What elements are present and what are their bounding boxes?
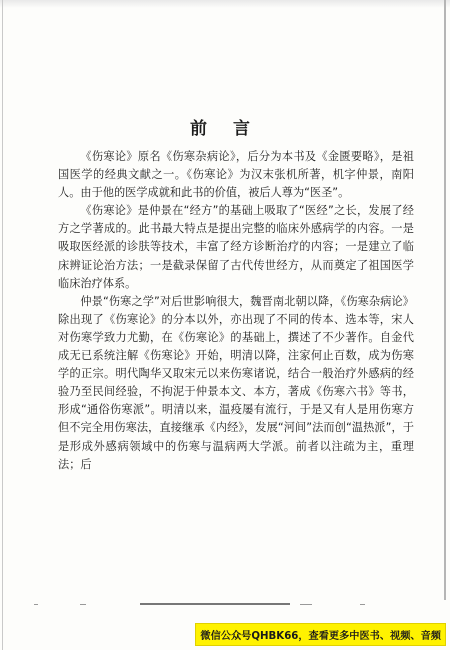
footer-mark	[34, 604, 38, 605]
footer-rule	[140, 603, 290, 605]
paragraph-3: 仲景“伤寒之学”对后世影响很大，魏晋南北朝以降，《伤寒杂病论》除出现了《伤寒论》的分本以外，亦出现了不同的传本、选本等，宋人对伤寒学致力尤勤，在《伤寒论》的基础上，撰述了不少著作。自金代成无已系统注解《伤寒论》开始，明清以降，注家何止百数，成为伤寒学的正宗。明代陶华又取宋元以来伤寒诸说，结合一般治疗外感病的经验乃至民间经验，不拘泥于仲景本文、本方，著成《伤寒六书》等书，形成“通俗伤寒派”。明清以来，温疫屡有流行，于是又有人是用伤寒方但不完全用伤寒法，直接继承《内经》，发展“河间”法而创“温热派”，于是形成外感病领域中的伤寒与温病两大学派。前者以注疏为主，重理法；后	[58, 294, 414, 471]
footer-mark	[300, 604, 312, 605]
page-heading: 前 言	[190, 119, 260, 139]
page-right-edge	[444, 0, 446, 600]
page-left-edge	[2, 0, 3, 650]
footer-mark	[80, 604, 86, 605]
paragraph-2: 《伤寒论》是仲景在“经方”的基础上吸取了“医经”之长，发展了经方之学著成的。此书最大特点是提出完整的临床外感病学的内容。一是吸取医经派的诊肤等技术，丰富了经方诊断治疗的内容；一是建立了临床辨证论治方法；一是截录保留了古代传世经方，从而奠定了祖国医学临床治疗体系。	[58, 204, 414, 290]
preface-body	[58, 148, 414, 474]
footer-mark	[360, 604, 365, 605]
top-shadow	[0, 0, 450, 8]
paragraph-1: 《伤寒论》原名《伤寒杂病论》，后分为本书及《金匮要略》，是祖国医学的经典文献之一。《伤寒论》为汉末张机所著，机字仲景，南阳人。由于他的医学成就和此书的价值，被后人尊为“医圣”。	[58, 150, 414, 200]
watermark-banner: 微信公众号QHBK66，查看更多中医书、视频、音频	[195, 623, 446, 646]
